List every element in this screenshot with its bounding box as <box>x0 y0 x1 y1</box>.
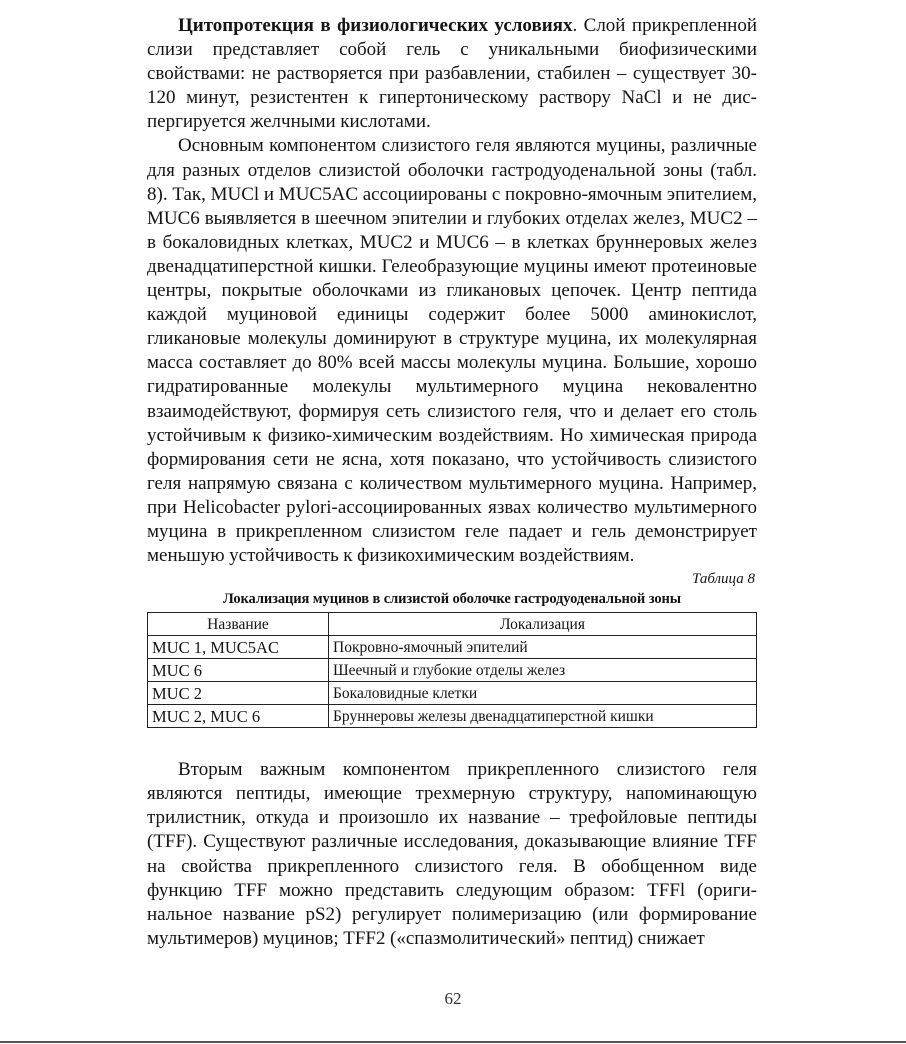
page-number: 62 <box>444 989 462 1008</box>
table-header-row <box>148 613 757 636</box>
cell-localization: Шеечный и глубокие отделы желез <box>329 659 757 682</box>
cell-name: MUC 1, MUC5AC <box>148 636 329 659</box>
table-title: Локализация муцинов в слизистой оболочке гастродуоденальной зоны <box>223 591 681 608</box>
column-header-localization: Локализация <box>329 613 757 636</box>
table-row <box>148 659 757 682</box>
table-row <box>148 682 757 705</box>
cell-name: MUC 2, MUC 6 <box>148 705 329 728</box>
cell-name: MUC 2 <box>148 682 329 705</box>
paragraph-cytoprotection <box>147 14 757 134</box>
cell-localization: Бокаловидные клетки <box>329 682 757 705</box>
scan-edge-line <box>0 1041 906 1043</box>
cell-name: MUC 6 <box>148 659 329 682</box>
column-header-name: Название <box>148 613 329 636</box>
mucin-localization-table <box>147 612 757 728</box>
spacer <box>147 728 757 758</box>
paragraph-trefoil-peptides: Вторым важным компонентом прикрепленного слизистого геля являются пептиды, имеющие трехмерную структуру, напоминающую трилистник, откуда и произошло их название – трефойловые пептиды (TFF). Существуют различные исследования, доказывающие влияние TFF на свойства прикрепленного слизистого геля. В обобщенном виде функцию TFF можно представить следующим образом: TFFl (оригинальное название pS2) регулирует полимеризацию (или формирование мультимеров) муцинов; TFF2 («спазмолитический» пептид) снижает <box>147 759 757 949</box>
cell-localization: Покровно-ямочный эпителий <box>329 636 757 659</box>
page-body <box>147 14 757 951</box>
table-row <box>148 705 757 728</box>
section-heading: Цитопротекция в физиологических условиях <box>178 15 573 36</box>
table-label: Таблица 8 <box>692 571 755 588</box>
paragraph-mucins: Основным компонентом слизистого геля являются муцины, различные для разных отделов слизистой оболочки гастродуоденальной зоны (табл. 8). Так, MUCl и MUC5AC ассоциированы с покровно-ямочным эпителием, MUC6 выявляется в шеечном эпителии и глубоких отделах желез, MUC2 – в бокаловидных клетках, MUC2 и MUC6 – в клетках бруннеровых желез двенадцатиперстной кишки. Гелеобразующие муцины имеют протеиновые центры, покрытые оболочками из гликановых цепочек. Центр пептида каждой муциновой единицы содержит более 5000 аминокислот, гликановые молекулы доминируют в структуре муцина, их молекулярная масса составляет до 80% всей массы молекулы муцина. Большие, хорошо гидратированные молекулы мультимерного муцина нековалентно взаимодействуют, формируя сеть слизистого геля, что и делает его столь устойчивым к физико-химическим воздействиям. Но химическая природа формирования сети не ясна, хотя показано, что устойчивость слизистого геля напрямую связана с количеством мультимерного муцина. Например, при Helicobacter pylori-ассоциированных язвах количество мультимерного муцина в прикрепленном слизистом геле падает и гель демонстрирует меньшую устойчивость к физикохимическим воздействиям. <box>147 135 757 567</box>
paragraph-text: . Слой прикрепленной слизи представляет собой гель с уникальными биофизическими свойствами: не растворяется при разбавлении, стабилен – существует 30-120 минут, резистентен к гипертоническому раствору NaCl и не диспергируется желчными кислотами. <box>147 15 757 133</box>
table-row <box>148 636 757 659</box>
cell-localization: Бруннеровы железы двенадцатиперстной кишки <box>329 705 757 728</box>
